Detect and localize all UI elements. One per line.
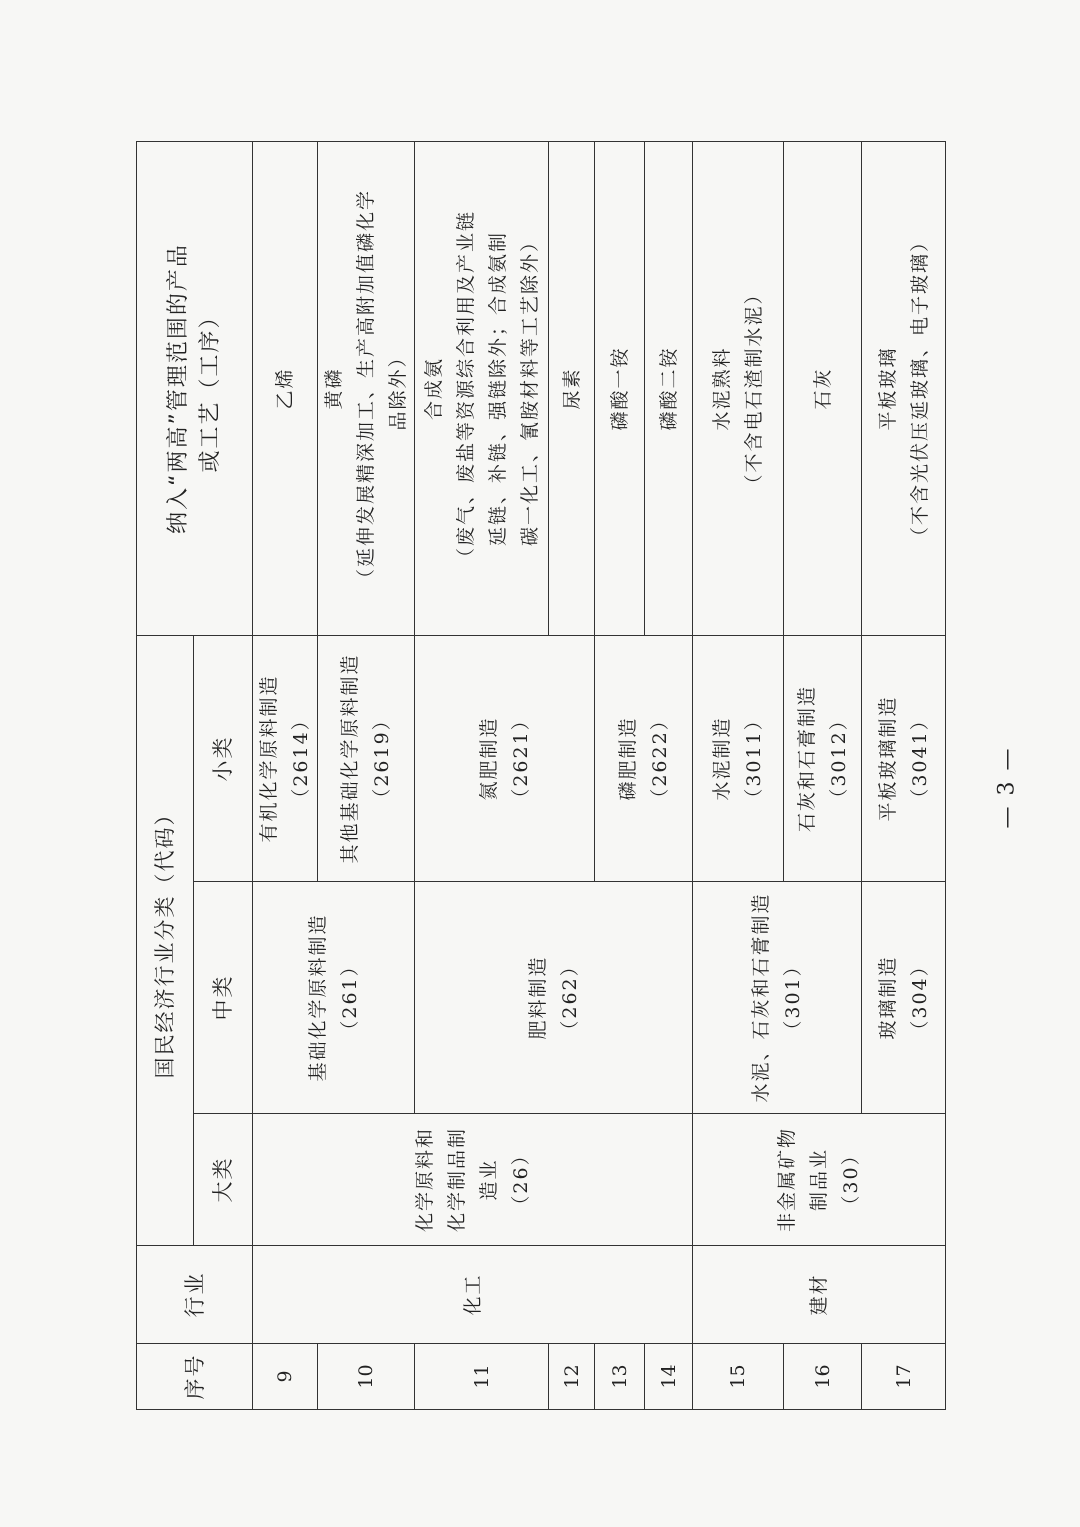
header-row-1 [137, 141, 194, 1409]
product-name: 水泥熟料 [711, 346, 733, 431]
major-cell-26 [253, 1114, 693, 1246]
product-note: （延伸发展精深加工、生产高附加值磷化学 [355, 188, 377, 588]
product-cell [318, 141, 415, 635]
minor-code: （2621） [509, 709, 532, 808]
minor-name: 其他基础化学原料制造 [339, 653, 361, 864]
header-products [137, 141, 253, 635]
minor-code: （2622） [648, 709, 671, 808]
minor-name: 有机化学原料制造 [258, 674, 280, 843]
product-name: 平板玻璃 [876, 346, 899, 431]
rotated-table-wrapper [136, 142, 940, 1410]
page-number: — 3 — [994, 746, 1020, 829]
middle-name: 水泥、石灰和石膏制造 [750, 892, 772, 1103]
seq-cell: 17 [862, 1344, 946, 1410]
product-note: 延链、补链、强链除外；合成氨制 [486, 230, 509, 546]
major-code: （26） [509, 1144, 532, 1215]
product-cell: 尿素 [549, 141, 595, 635]
minor-code: （3011） [743, 709, 765, 808]
product-name: 黄磷 [323, 367, 345, 410]
minor-name: 水泥制造 [711, 716, 733, 801]
middle-code: （301） [782, 955, 804, 1040]
middle-name: 肥料制造 [526, 955, 549, 1040]
middle-code: （261） [338, 955, 361, 1040]
header-classification: 国民经济行业分类（代码） [137, 635, 194, 1245]
minor-name: 石灰和石膏制造 [795, 684, 818, 832]
seq-cell: 15 [693, 1344, 784, 1410]
middle-name: 基础化学原料制造 [306, 913, 329, 1082]
major-text: 化学原料和 [413, 1127, 436, 1233]
seq-cell: 12 [549, 1344, 595, 1410]
middle-cell-301 [693, 882, 862, 1114]
product-note: （不含电石渣制水泥） [743, 283, 765, 494]
minor-cell-3041 [862, 635, 946, 881]
minor-cell-2619 [318, 635, 415, 881]
minor-cell-2614 [253, 635, 318, 881]
minor-code: （3012） [827, 709, 850, 808]
product-cell [693, 141, 784, 635]
header-seq: 序号 [137, 1344, 253, 1410]
major-text: 化学制品制 [445, 1127, 468, 1233]
product-cell: 磷酸一铵 [595, 141, 645, 635]
middle-name: 玻璃制造 [876, 955, 899, 1040]
seq-cell: 11 [415, 1344, 549, 1410]
product-cell [415, 141, 549, 635]
table-row [253, 141, 318, 1409]
minor-name: 磷肥制造 [616, 716, 639, 801]
minor-code: （3041） [908, 709, 931, 808]
industry-cell-building: 建材 [693, 1246, 946, 1344]
minor-name: 氮肥制造 [477, 716, 500, 801]
middle-code: （304） [908, 955, 931, 1040]
minor-cell-3012 [784, 635, 862, 881]
header-industry: 行业 [137, 1246, 253, 1344]
middle-cell-262 [415, 882, 693, 1114]
product-note: （废气、废盐等资源综合利用及产业链 [454, 209, 477, 567]
seq-cell: 9 [253, 1344, 318, 1410]
major-cell-30 [693, 1114, 946, 1246]
product-cell: 乙烯 [253, 141, 318, 635]
product-cell: 石灰 [784, 141, 862, 635]
product-note: （不含光伏压延玻璃、电子玻璃） [908, 230, 931, 546]
header-minor: 小类 [194, 635, 253, 881]
table-row [693, 141, 784, 1409]
industry-cell-chemical: 化工 [253, 1246, 693, 1344]
seq-cell: 14 [645, 1344, 693, 1410]
product-note: 品除外） [387, 346, 409, 431]
header-products-line1: 纳入“两高”管理范围的产品 [165, 243, 191, 534]
header-major: 大类 [194, 1114, 253, 1246]
major-code: （30） [840, 1144, 862, 1215]
header-products-line2: 或工艺（工序） [197, 304, 223, 473]
minor-cell-2622 [595, 635, 693, 881]
major-text: 制品业 [808, 1148, 830, 1212]
minor-code: （2614） [290, 709, 312, 808]
major-text: 造业 [477, 1158, 500, 1201]
seq-cell: 13 [595, 1344, 645, 1410]
seq-cell: 16 [784, 1344, 862, 1410]
product-name: 合成氨 [422, 356, 445, 420]
middle-code: （262） [558, 955, 581, 1040]
product-cell: 磷酸二铵 [645, 141, 693, 635]
product-cell [862, 141, 946, 635]
product-note: 碳一化工、氰胺材料等工艺除外） [518, 230, 541, 546]
seq-cell: 10 [318, 1344, 415, 1410]
header-middle: 中类 [194, 882, 253, 1114]
industry-classification-table [136, 141, 946, 1410]
middle-cell-261 [253, 882, 415, 1114]
middle-cell-304 [862, 882, 946, 1114]
minor-code: （2619） [371, 709, 393, 808]
minor-cell-3011 [693, 635, 784, 881]
minor-name: 平板玻璃制造 [876, 695, 899, 822]
minor-cell-2621 [415, 635, 595, 881]
major-text: 非金属矿物 [776, 1127, 798, 1233]
